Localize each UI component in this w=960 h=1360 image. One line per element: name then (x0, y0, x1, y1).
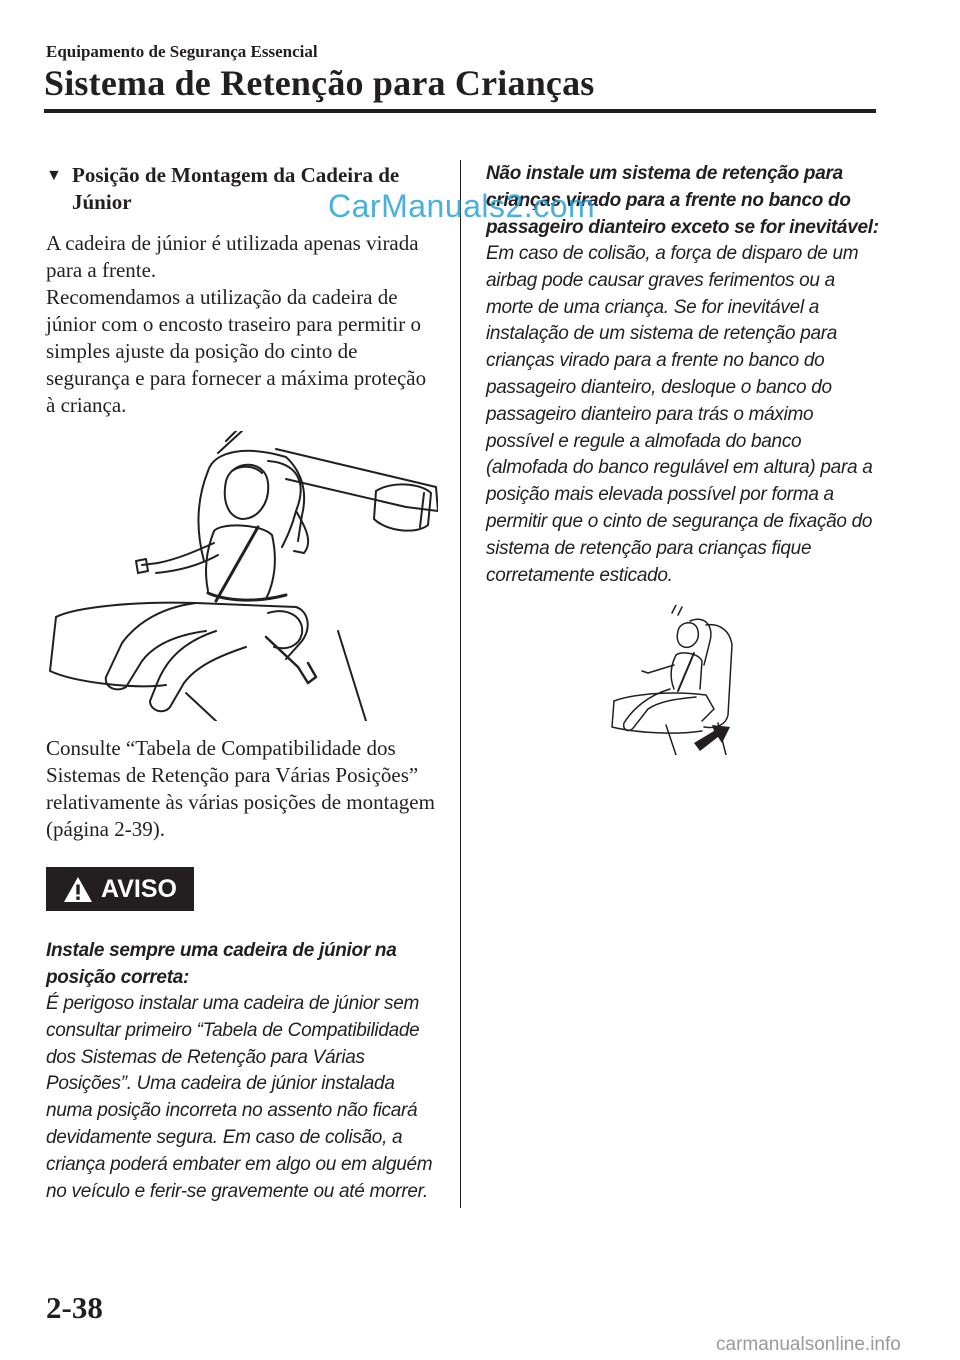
page-title: Sistema de Retenção para Crianças (44, 63, 595, 103)
page-number: 2-38 (46, 1290, 103, 1325)
warning-label: AVISO (101, 874, 177, 903)
column-divider (460, 160, 461, 1208)
warning-heading-position: Instale sempre uma cadeira de júnior na posição correta: (46, 940, 397, 988)
warning-triangle-icon (63, 876, 93, 903)
paragraph-reference: Consulte “Tabela de Compatibilidade dos Sistemas de Retenção para Várias Posições” relativamente às várias posições de montagem (página 2-39). (46, 736, 435, 841)
paragraph-usage: A cadeira de júnior é utilizada apenas virada para a frente. (46, 231, 419, 282)
footer-watermark: carmanualsonline.info (716, 1334, 901, 1355)
warning-text-position: É perigoso instalar uma cadeira de júnior sem consultar primeiro “Tabela de Compatibilidade dos Sistemas de Retenção para Várias Posições”. Uma cadeira de júnior instalada numa posição incorreta no assento não ficará devidamente segura. Em caso de colisão, a criança poderá embater em algo ou em alguém no veículo e ferir-se gravemente ou até morrer. (46, 993, 433, 1202)
right-column (486, 160, 882, 759)
triangle-down-icon: ▼ (46, 167, 62, 184)
header-category: Equipamento de Segurança Essencial (46, 42, 318, 61)
section-heading-text: Posição de Montagem da Cadeira de Júnior (72, 163, 400, 214)
warning-heading-front-seat: Não instale um sistema de retenção para crianças virado para a frente no banco do passageiro dianteiro exceto se for inevitável: (486, 163, 879, 238)
watermark: CarManuals2.com (328, 188, 596, 224)
junior-seat-illustration (46, 431, 438, 721)
front-seat-booster-illustration (606, 605, 746, 755)
left-column (46, 162, 438, 1205)
warning-text-front-seat: Em caso de colisão, a força de disparo de um airbag pode causar graves ferimentos ou a morte de uma criança. Se for inevitável a instalação de um sistema de retenção para crianças virado para a frente no banco do passageiro dianteiro, desloque o banco do passageiro dianteiro para trás o máximo possível e regule a almofada do banco (almofada do banco regulável em altura) para a posição mais elevada possível por forma a permitir que o cinto de segurança de fixação do sistema de retenção para crianças fique corretamente esticado. (486, 243, 873, 586)
paragraph-recommendation: Recomendamos a utilização da cadeira de júnior com o encosto traseiro para permitir o simples ajuste da posição do cinto de segurança e para fornecer a máxima proteção à criança. (46, 285, 427, 417)
header-rule (44, 109, 876, 113)
warning-badge (46, 867, 194, 911)
